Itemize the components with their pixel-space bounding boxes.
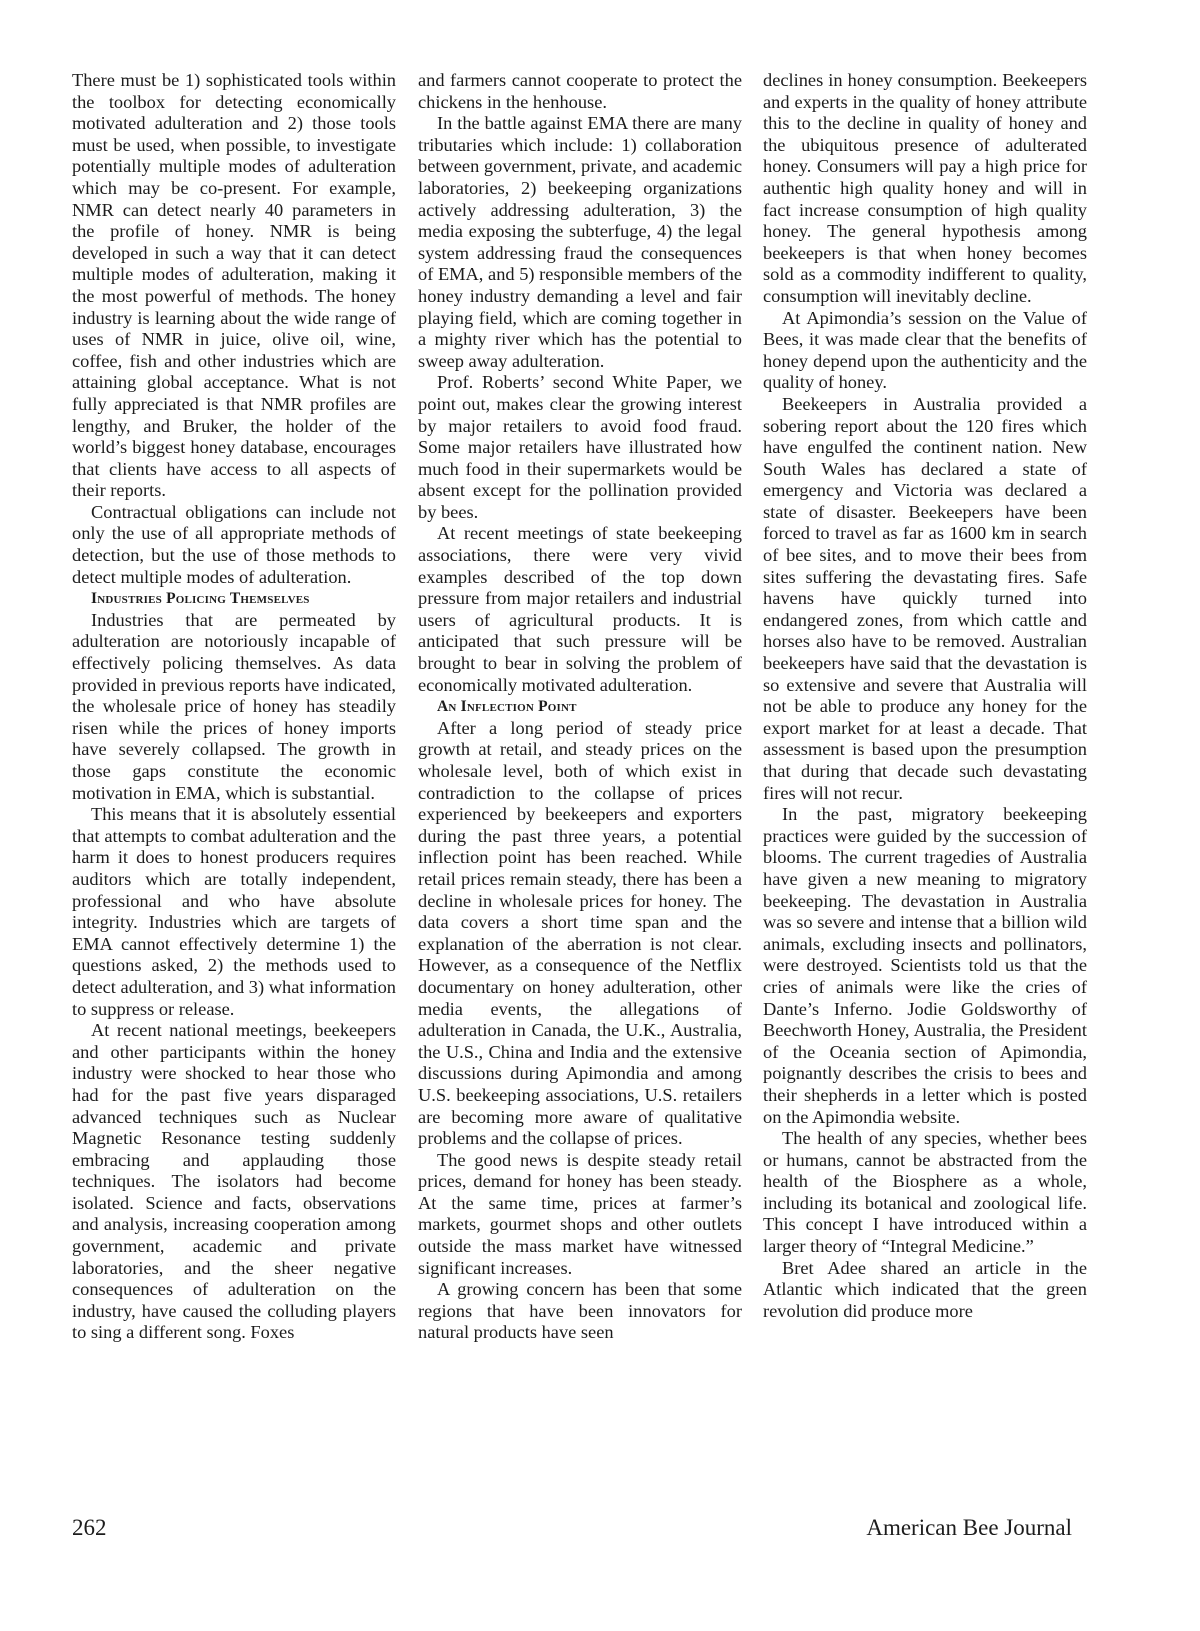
- paragraph: A growing concern has been that some regions that have been innovators for natural products have seen: [418, 1279, 742, 1343]
- paragraph: At Apimondia’s session on the Value of Bees, it was made clear that the benefits of honey depend upon the authenticity and the quality of honey.: [763, 307, 1087, 393]
- page-number: 262: [72, 1515, 107, 1540]
- paragraph: At recent meetings of state beekeeping associations, there were very vivid examples described of the top down pressure from major retailers and industrial users of agricultural products. It is anticipated that such pressure will be brought to bear in solving the problem of economically motivated adulteration.: [418, 523, 742, 695]
- paragraph: declines in honey consumption. Beekeepers and experts in the quality of honey attribute this to the decline in quality of honey and the ubiquitous presence of adulterated honey. Consumers will pay a high price for authentic high quality honey and will in fact increase consumption of high quality honey. The general hypothesis among beekeepers is that when honey becomes sold as a commodity indifferent to quality, consumption will inevitably decline.: [763, 70, 1087, 306]
- text-column-2: [418, 70, 742, 1344]
- paragraph: Bret Adee shared an article in the Atlantic which indicated that the green revolution did produce more: [763, 1257, 1087, 1321]
- section-heading: Industries Policing Themselves: [91, 590, 310, 608]
- paragraph: In the battle against EMA there are many tributaries which include: 1) collaboration between government, private, and academic laboratories, 2) beekeeping organizations actively addressing adulteration, 3) the media exposing the subterfuge, 4) the legal system addressing fraud the consequences of EMA, and 5) responsible members of the honey industry demanding a level and fair playing field, which are coming together in a mighty river which has the potential to sweep away adulteration.: [418, 113, 742, 371]
- paragraph: There must be 1) sophisticated tools within the toolbox for detecting economically motivated adulteration and 2) those tools must be used, when possible, to investigate potentially multiple modes of adulteration which may be co-present. For example, NMR can detect nearly 40 parameters in the profile of honey. NMR is being developed in such a way that it can detect multiple modes of adulteration, making it the most powerful of methods. The honey industry is learning about the wide range of uses of NMR in juice, olive oil, wine, coffee, fish and other industries which are attaining global acceptance. What is not fully appreciated is that NMR profiles are lengthy, and Bruker, the holder of the world’s biggest honey database, encourages that clients have access to all aspects of their reports.: [72, 70, 396, 501]
- paragraph: In the past, migratory beekeeping practices were guided by the succession of blooms. The current tragedies of Australia have given a new meaning to migratory beekeeping. The devastation in Australia was so severe and intense that a billion wild animals, excluding insects and pollinators, were destroyed. Scientists told us that the cries of animals were like the cries of Dante’s Inferno. Jodie Goldsworthy of Beechworth Honey, Australia, the President of the Oceania section of Apimondia, poignantly describes the crisis to bees and their shepherds in a letter which is posted on the Apimondia website.: [763, 804, 1087, 1127]
- paragraph: Prof. Roberts’ second White Paper, we point out, makes clear the growing interest by major retailers to avoid food fraud. Some major retailers have illustrated how much food in their supermarkets would be absent except for the pollination provided by bees.: [418, 372, 742, 522]
- section-heading: An Inflection Point: [437, 698, 577, 716]
- paragraph: and farmers cannot cooperate to protect the chickens in the henhouse.: [418, 70, 742, 112]
- text-column-1: [72, 70, 396, 1344]
- paragraph: After a long period of steady price growth at retail, and steady prices on the wholesale level, both of which exist in contradiction to the collapse of prices experienced by beekeepers and exporters during the past three years, a potential inflection point has been reached. While retail prices remain steady, there has been a decline in wholesale prices for honey. The data covers a short time span and the explanation of the aberration is not clear. However, as a consequence of the Netflix documentary on honey adulteration, other media events, the allegations of adulteration in Canada, the U.K., Australia, the U.S., China and India and the extensive discussions during Apimondia and among U.S. beekeeping associations, U.S. retailers are becoming more aware of qualitative problems and the collapse of prices.: [418, 717, 742, 1149]
- paragraph: The health of any species, whether bees or humans, cannot be abstracted from the health of the Biosphere as a whole, including its botanical and zoological life. This concept I have introduced within a larger theory of “Integral Medicine.”: [763, 1128, 1087, 1257]
- paragraph: Contractual obligations can include not only the use of all appropriate methods of detection, but the use of those methods to detect multiple modes of adulteration.: [72, 501, 396, 587]
- paragraph: At recent national meetings, beekeepers and other participants within the honey industry were shocked to hear those who had for the past five years disparaged advanced techniques such as Nuclear Magnetic Resonance testing suddenly embracing and applauding those techniques. The isolators had become isolated. Science and facts, observations and analysis, increasing cooperation among government, academic and private laboratories, and the sheer negative consequences of adulteration on the industry, have caused the colluding players to sing a different song. Foxes: [72, 1020, 396, 1343]
- paragraph: The good news is despite steady retail prices, demand for honey has been steady. At the same time, prices at farmer’s markets, gourmet shops and other outlets outside the mass market have witnessed significant increases.: [418, 1149, 742, 1278]
- paragraph: Industries that are permeated by adulteration are notoriously incapable of effectively policing themselves. As data provided in previous reports have indicated, the wholesale price of honey has steadily risen while the prices of honey imports have severely collapsed. The growth in those gaps constitute the economic motivation in EMA, which is substantial.: [72, 609, 396, 803]
- journal-name: American Bee Journal: [866, 1515, 1072, 1540]
- paragraph: This means that it is absolutely essential that attempts to combat adulteration and the harm it does to honest producers requires auditors which are totally independent, professional and who have absolute integrity. Industries which are targets of EMA cannot effectively determine 1) the questions asked, 2) the methods used to detect adulteration, and 3) what information to suppress or release.: [72, 804, 396, 1019]
- text-column-3: [763, 70, 1087, 1322]
- paragraph: Beekeepers in Australia provided a sobering report about the 120 fires which have engulfed the continent nation. New South Wales has declared a state of emergency and Victoria was declared a state of disaster. Beekeepers have been forced to travel as far as 1600 km in search of bee sites, and to move their bees from sites suffering the devastating fires. Safe havens have quickly turned into endangered zones, from which cattle and horses also have to be removed. Australian beekeepers have said that the devastation is so extensive and severe that Australia will not be able to produce any honey for the export market for at least a decade. That assessment is based upon the presumption that during that decade such devastating fires will not recur.: [763, 393, 1087, 803]
